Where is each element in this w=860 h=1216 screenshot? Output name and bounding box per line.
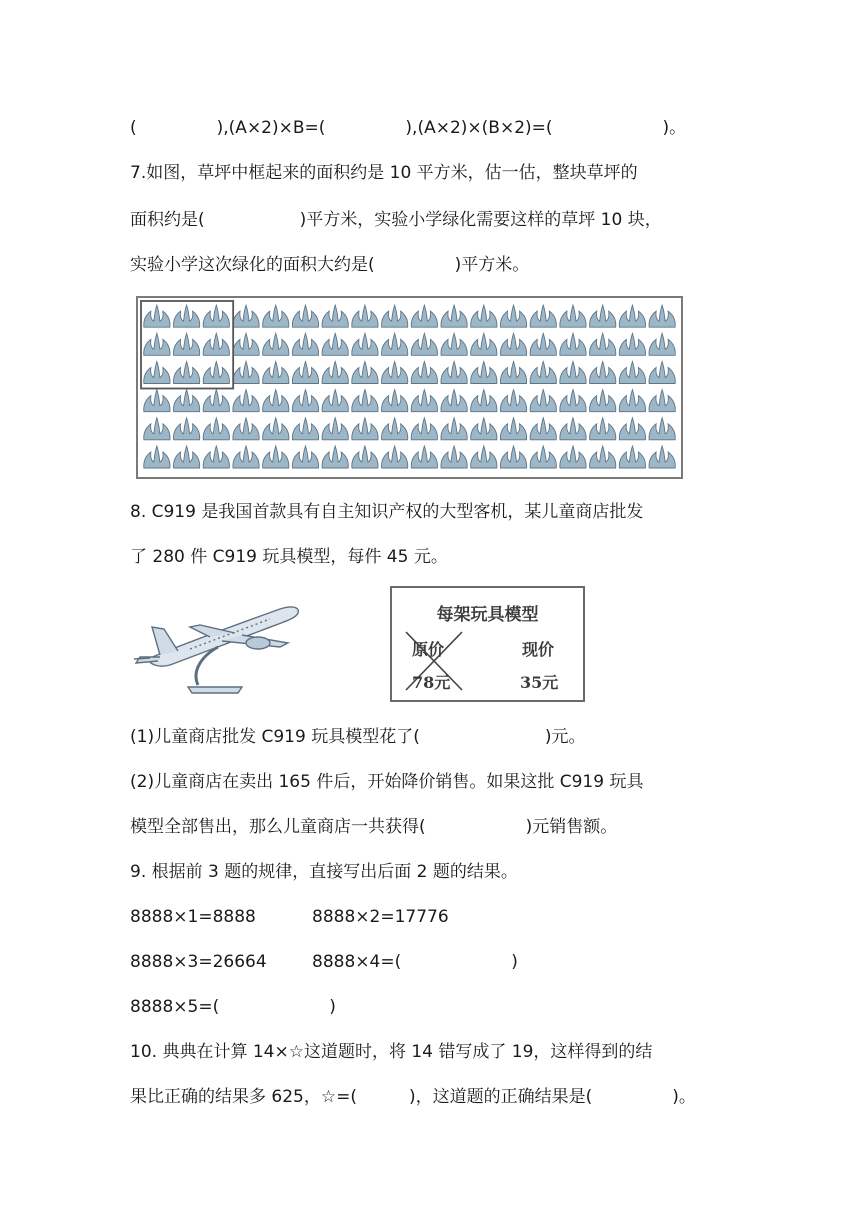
grass-tuft: [382, 333, 408, 355]
grass-tuft: [144, 333, 170, 355]
old-price-value: 78元: [412, 673, 451, 692]
grass-tuft: [352, 305, 378, 327]
eq-2: 8888×2=17776: [312, 907, 449, 927]
lawn-grass-grid: [138, 298, 681, 477]
paren-open: (: [130, 118, 137, 138]
grass-tuft: [263, 446, 289, 468]
eq-4: 8888×4=( ): [312, 952, 518, 972]
grass-tuft: [144, 418, 170, 440]
grass-tuft: [619, 418, 645, 440]
grass-tuft: [411, 418, 437, 440]
grass-tuft: [500, 305, 526, 327]
grass-tuft: [263, 305, 289, 327]
grass-tuft: [590, 446, 616, 468]
grass-tuft: [411, 362, 437, 384]
expr-a2b: ),(A×2)×B=(: [216, 118, 326, 138]
grass-tuft: [530, 362, 556, 384]
grass-tuft: [322, 362, 348, 384]
grass-tuft: [649, 305, 675, 327]
grass-tuft: [233, 418, 259, 440]
grass-tuft: [471, 446, 497, 468]
grass-tuft: [144, 446, 170, 468]
grass-tuft: [203, 333, 229, 355]
grass-tuft: [530, 446, 556, 468]
grass-tuft: [560, 333, 586, 355]
grass-tuft: [441, 390, 467, 412]
grass-tuft: [173, 390, 199, 412]
grass-tuft: [292, 446, 318, 468]
q6-tail-line: [130, 116, 686, 140]
grass-tuft: [233, 362, 259, 384]
q8-line2: 了 280 件 C919 玩具模型，每件 45 元。: [130, 547, 448, 567]
grass-tuft: [173, 362, 199, 384]
grass-tuft: [590, 390, 616, 412]
grass-tuft: [382, 362, 408, 384]
grass-tuft: [649, 418, 675, 440]
grass-tuft: [530, 418, 556, 440]
grass-tuft: [500, 418, 526, 440]
grass-tuft: [649, 333, 675, 355]
grass-tuft: [322, 390, 348, 412]
grass-tuft: [322, 418, 348, 440]
grass-tuft: [590, 362, 616, 384]
new-price-value: 35元: [520, 673, 559, 692]
q7-line3: 实验小学这次绿化的面积大约是( )平方米。: [130, 255, 530, 275]
grass-tuft: [441, 333, 467, 355]
grass-tuft: [263, 362, 289, 384]
eq-1: 8888×1=8888: [130, 907, 256, 927]
grass-tuft: [411, 446, 437, 468]
grass-tuft: [203, 362, 229, 384]
grass-tuft: [263, 390, 289, 412]
grass-tuft: [441, 305, 467, 327]
grass-tuft: [530, 390, 556, 412]
grass-tuft: [500, 446, 526, 468]
grass-tuft: [560, 418, 586, 440]
eq-3: 8888×3=26664: [130, 952, 267, 972]
grass-tuft: [500, 333, 526, 355]
lawn-figure: [136, 296, 683, 479]
grass-tuft: [471, 305, 497, 327]
grass-tuft: [619, 362, 645, 384]
grass-tuft: [471, 418, 497, 440]
grass-tuft: [619, 390, 645, 412]
grass-tuft: [382, 418, 408, 440]
grass-tuft: [471, 390, 497, 412]
grass-tuft: [144, 390, 170, 412]
grass-tuft: [382, 390, 408, 412]
grass-tuft: [144, 305, 170, 327]
grass-tuft: [292, 305, 318, 327]
q10-line1: 10. 典典在计算 14×☆这道题时，将 14 错写成了 19，这样得到的结: [130, 1042, 653, 1062]
grass-tuft: [560, 362, 586, 384]
q7-line1: 7.如图，草坪中框起来的面积约是 10 平方米，估一估，整块草坪的: [130, 163, 638, 183]
new-price-label: 现价: [522, 640, 555, 659]
eq-5: 8888×5=( ): [130, 997, 336, 1017]
q9-intro: 9. 根据前 3 题的规律，直接写出后面 2 题的结果。: [130, 862, 518, 882]
grass-tuft: [203, 418, 229, 440]
grass-tuft: [560, 305, 586, 327]
grass-tuft: [233, 390, 259, 412]
grass-tuft: [411, 390, 437, 412]
grass-tuft: [382, 305, 408, 327]
grass-tuft: [500, 390, 526, 412]
grass-tuft: [292, 390, 318, 412]
old-price-label: 原价: [412, 640, 445, 659]
grass-tuft: [352, 362, 378, 384]
grass-tuft: [352, 390, 378, 412]
grass-tuft: [411, 305, 437, 327]
grass-tuft: [471, 362, 497, 384]
expr-a2b2: ),(A×2)×(B×2)=(: [405, 118, 553, 138]
grass-tuft: [619, 333, 645, 355]
grass-tuft: [203, 305, 229, 327]
grass-tuft: [173, 446, 199, 468]
airplane-model-image: [130, 597, 305, 697]
grass-tuft: [203, 446, 229, 468]
grass-tuft: [471, 333, 497, 355]
grass-tuft: [530, 305, 556, 327]
grass-tuft: [263, 333, 289, 355]
grass-tuft: [263, 418, 289, 440]
grass-tuft: [173, 305, 199, 327]
grass-tuft: [322, 333, 348, 355]
grass-tuft: [560, 390, 586, 412]
grass-tuft: [649, 362, 675, 384]
grass-tuft: [292, 418, 318, 440]
grass-tuft: [500, 362, 526, 384]
grass-tuft: [233, 305, 259, 327]
grass-tuft: [292, 362, 318, 384]
grass-tuft: [203, 390, 229, 412]
grass-tuft: [173, 333, 199, 355]
q7-line2: 面积约是( )平方米，实验小学绿化需要这样的草坪 10 块，: [130, 210, 662, 230]
q8-line1: 8. C919 是我国首款具有自主知识产权的大型客机，某儿童商店批发: [130, 502, 644, 522]
q8-sub2-line2: 模型全部售出，那么儿童商店一共获得( )元销售额。: [130, 817, 618, 837]
grass-tuft: [649, 446, 675, 468]
expr-end: )。: [662, 118, 687, 138]
grass-tuft: [590, 305, 616, 327]
grass-tuft: [649, 390, 675, 412]
grass-tuft: [352, 333, 378, 355]
grass-tuft: [441, 362, 467, 384]
price-card: [390, 586, 585, 702]
grass-tuft: [352, 418, 378, 440]
grass-tuft: [233, 446, 259, 468]
grass-tuft: [560, 446, 586, 468]
grass-tuft: [441, 418, 467, 440]
grass-tuft: [292, 333, 318, 355]
grass-tuft: [144, 362, 170, 384]
grass-tuft: [352, 446, 378, 468]
grass-tuft: [322, 446, 348, 468]
grass-tuft: [530, 333, 556, 355]
q8-sub2-line1: (2)儿童商店在卖出 165 件后，开始降价销售。如果这批 C919 玩具: [130, 772, 644, 792]
grass-tuft: [411, 333, 437, 355]
card-title: 每架玩具模型: [436, 605, 539, 625]
q8-sub1: (1)儿童商店批发 C919 玩具模型花了( )元。: [130, 727, 586, 747]
grass-tuft: [441, 446, 467, 468]
grass-tuft: [322, 305, 348, 327]
q10-line2: 果比正确的结果多 625，☆=( )，这道题的正确结果是( )。: [130, 1087, 696, 1107]
grass-tuft: [233, 333, 259, 355]
grass-tuft: [382, 446, 408, 468]
grass-tuft: [590, 333, 616, 355]
grass-tuft: [619, 446, 645, 468]
grass-tuft: [173, 418, 199, 440]
grass-tuft: [619, 305, 645, 327]
grass-tuft: [590, 418, 616, 440]
